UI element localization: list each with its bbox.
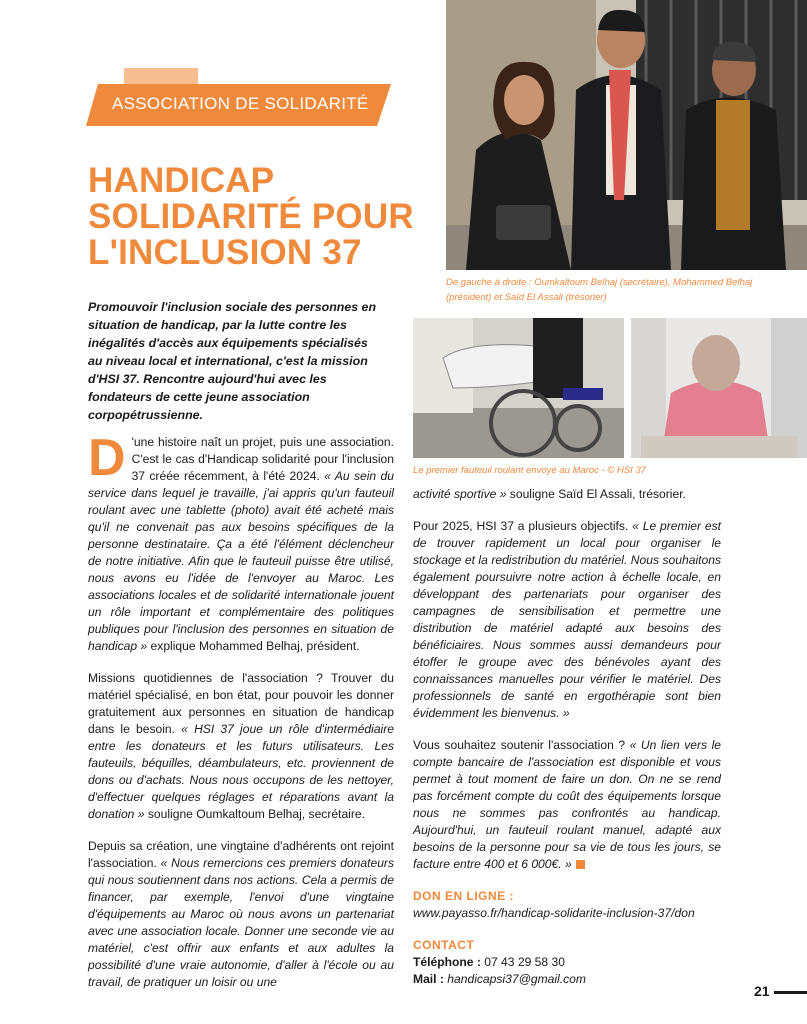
phone-value: 07 43 29 58 30 — [484, 955, 565, 969]
donation-link[interactable]: www.payasso.fr/handicap-solidarite-inclusion-37/don — [413, 906, 695, 920]
contact-heading: CONTACT — [413, 938, 475, 952]
phone-label: Téléphone : — [413, 955, 481, 969]
photo-caption-wheelchair: Le premier fauteuil roulant envoyé au Maroc - © HSI 37 — [413, 465, 647, 476]
drop-cap: D — [88, 429, 126, 487]
mail-value[interactable]: handicapsi37@gmail.com — [447, 972, 586, 986]
page-number: 21 — [754, 983, 770, 999]
photo-caption-founders: De gauche à droite : Oumkaltoum Belhaj (secrétaire), Mohammed Belhaj (président) et Saïd El Assali (trésorier) — [446, 277, 753, 303]
article-left-column — [88, 429, 394, 991]
wheelchair-photo — [413, 318, 624, 458]
paragraph — [88, 429, 394, 655]
paragraph — [88, 838, 394, 991]
text-run: Vous souhaitez soutenir l'association ? — [413, 738, 630, 752]
text-run: Pour 2025, HSI 37 a plusieurs objectifs. — [413, 519, 633, 533]
paragraph — [413, 486, 721, 503]
article-intro: Promouvoir l'inclusion sociale des personnes en situation de handicap, par la lutte contre les inégalités d'accès aux équipements spécialisés au niveau local et international, c'est la mission d'HSI 37. Rencontre aujourd'hui avec les fondateurs de cette jeune association corpopétrussienne. — [88, 300, 377, 422]
title-line: HANDICAP — [88, 161, 275, 200]
beneficiary-photo — [631, 318, 807, 458]
quote-run: « Au sein du service dans lequel je travaille, j'ai appris qu'un fauteuil roulant avec une tablette (photo) avait été acheté mais qu'il ne convenait pas aux besoins spécifiques de la personne destinataire. Ça a été l'élément déclencheur de notre initiative. Afin que le fauteuil puisse être utilisé, nous avons eu l'idée de l'envoyer au Maroc. Les associations locales et de solidarité internationale jouent un rôle important et complémentaire des politiques publiques pour l'inclusion des personnes en situation de handicap » — [88, 469, 394, 653]
mail-label: Mail : — [413, 972, 444, 986]
page-number-rule — [774, 991, 807, 994]
paragraph — [413, 737, 721, 873]
text-run: 'une histoire naît un projet, puis une association. C'est le cas d'Handicap solidarité pour l'inclusion 37 créée récemment, à l'été 2024. — [131, 435, 394, 483]
paragraph — [88, 670, 394, 823]
quote-run: « HSI 37 joue un rôle d'intermédiaire entre les donateurs et les futurs utilisateurs. Les fauteuils, béquilles, déambulateurs, etc. proviennent de dons ou d'achats. Nous nous occupons de les nettoyer, d'effectuer quelques réglages et réparations avant la donation » — [88, 722, 394, 821]
quote-run: « Le premier est de trouver rapidement un local pour organiser le stockage et la redistribution du matériel. Nous souhaitons également poursuivre notre action à échelle locale, en développant des partenariats pour organiser des campagnes de sensibilisation et permettre une distribution de matériel adapté aux besoins des bénéficiaires. Nous sommes aussi demandeurs pour étoffer le groupe avec des bénévoles ayant des connaissances manuelles pour vérifier le matériel. Des professionnels de santé en ergothérapie sont bien évidemment les bienvenus. » — [413, 519, 722, 720]
quote-run: activité sportive » — [413, 487, 507, 501]
paragraph — [413, 518, 721, 722]
quote-run: « Nous remercions ces premiers donateurs qui nous soutiennent dans nos actions. Cela a permis de financer, par exemple, l'envoi d'une vingtaine d'équipements au Maroc où nous avons un partenariat avec une association locale. Donner une seconde vie au matériel, c'est offrir aux enfants et aux adultes la possibilité d'une vraie autonomie, d'aller à l'école ou au travail, de pratiquer un loisir ou une — [88, 856, 394, 989]
title-line: L'INCLUSION 37 — [88, 233, 362, 272]
text-run: souligne Oumkaltoum Belhaj, secrétaire. — [144, 807, 365, 821]
article-right-column — [413, 486, 721, 988]
section-banner — [86, 68, 391, 126]
quote-run: « Un lien vers le compte bancaire de l'association est disponible et vous permet à tout moment de faire un don. On ne se rend pas forcément compte du coût des équipements lorsque nous ne sommes pas confrontés au handicap. Aujourd'hui, un fauteuil roulant manuel, adapté aux besoins de la personne pour sa vie de tous les jours, se facture entre 400 et 6 000€. » — [413, 738, 721, 871]
text-run: Depuis sa création, une vingtaine d'adhérents ont rejoint l'association. — [88, 839, 394, 870]
section-label: ASSOCIATION DE SOLIDARITÉ — [112, 94, 369, 113]
founders-photo — [446, 0, 807, 270]
title-line: SOLIDARITÉ POUR — [88, 197, 414, 236]
text-run: Missions quotidiennes de l'association ? Trouver du matériel spécialisé, en bon état, pour pouvoir les donner gratuitement aux personnes en situation de handicap dans le besoin. — [88, 671, 394, 736]
text-run: souligne Saïd El Assali, trésorier. — [506, 487, 686, 501]
text-run: explique Mohammed Belhaj, président. — [147, 639, 360, 653]
end-square-icon — [576, 860, 585, 869]
article-title — [88, 163, 418, 271]
donation-heading: DON EN LIGNE : — [413, 889, 515, 903]
